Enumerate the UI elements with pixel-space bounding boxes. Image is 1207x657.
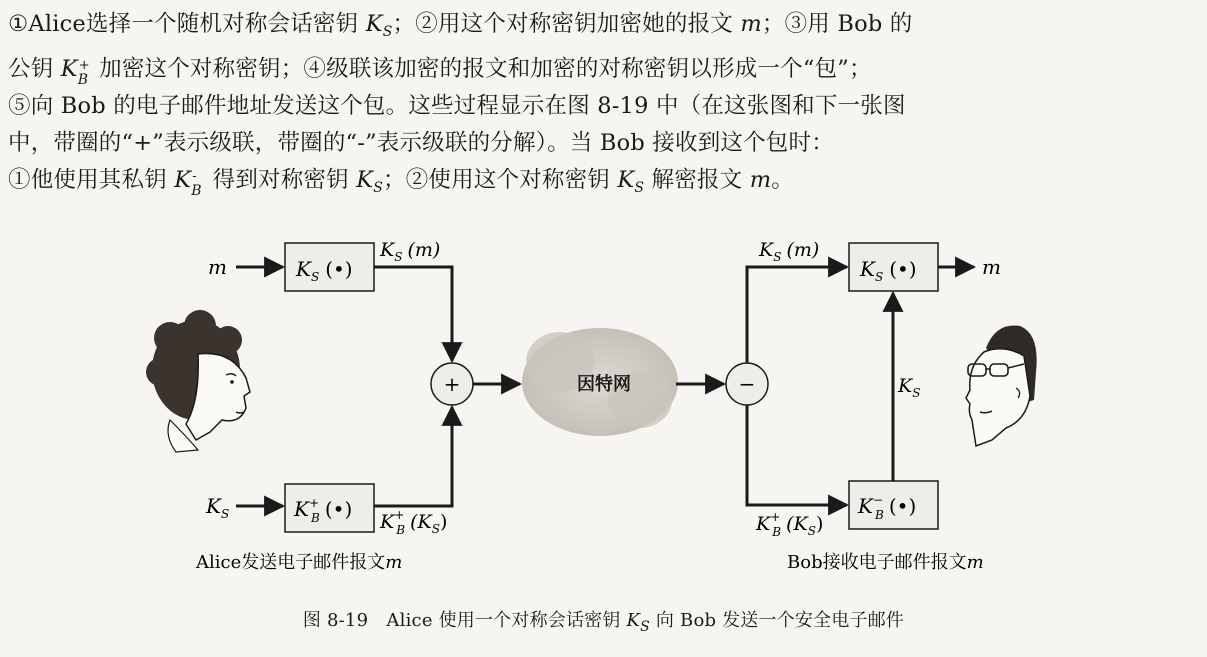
encrypt-public-label: K+ B (•) (294, 496, 353, 525)
kb-ks-label-left: K+ B $(K_S)$ (380, 508, 448, 537)
subscript: S (373, 180, 383, 196)
subscript: B (77, 72, 89, 88)
text-run: ；②用这个对称密钥加密她的报文 (392, 11, 741, 37)
text-run: 加密这个对称密钥；④级联该加密的报文和加密的对称密钥以形成一个“包”； (91, 56, 872, 82)
ks-input-label: $K_S$ (206, 494, 230, 521)
symbol-kb-public: K (60, 56, 78, 82)
alice-caption: Alice发送电子邮件报文m (196, 552, 403, 573)
subscript: B (191, 183, 202, 199)
figure-caption (0, 606, 1207, 635)
text-run: ①Alice选择一个随机对称会话密钥 (8, 11, 366, 37)
symbol-kb-private: K (174, 167, 192, 193)
symbol-ks: K (626, 610, 641, 631)
concat-symbol: + (443, 372, 461, 396)
subscript: S (382, 24, 393, 40)
text-run: 向 Bob 发送一个安全电子邮件 (649, 610, 905, 631)
text-run: ⑤向 Bob 的电子邮件地址发送这个包。这些过程显示在图 8-19 中（在这张图和下一张图 (8, 93, 906, 119)
split-symbol: − (738, 372, 756, 396)
text-run: ；③用 Bob 的 (761, 11, 913, 37)
subscript: S (640, 619, 650, 635)
symbol-ks: K (617, 167, 635, 193)
symbol-ks: K (356, 167, 374, 193)
ks-m-label-right: $K_S$ (m) (759, 239, 820, 264)
text-run: 解密报文 (644, 167, 750, 193)
internet-label: 因特网 (577, 374, 631, 395)
kb-ks-label-right: K+ B $(K_S)$ (756, 510, 824, 539)
alice-arrows (236, 267, 520, 506)
text-run: 中，带圈的“+”表示级联，带圈的“-”表示级联的分解）。当 Bob 接收到这个包时： (8, 130, 834, 156)
symbol-ks: K (365, 11, 383, 37)
text-run: 。 (771, 167, 794, 193)
alice-icon (146, 310, 250, 452)
superscript: + (78, 58, 90, 73)
text-run: 公钥 (8, 56, 61, 82)
symbol-m: m (740, 11, 762, 37)
subscript: S (634, 180, 645, 196)
text-run: 图 8-19 Alice 使用一个对称会话密钥 (302, 610, 627, 631)
text-run: ①他使用其私钥 (8, 167, 175, 193)
bob-caption: Bob接收电子邮件报文m (787, 552, 984, 573)
encrypt-symmetric-label: $K_S$ (•) (296, 257, 353, 284)
ks-label-right: $K_S$ (898, 375, 921, 400)
m-output-label: m (982, 255, 1001, 279)
superscript: - (192, 169, 197, 184)
bob-icon (966, 325, 1037, 446)
symbol-m: m (749, 167, 772, 193)
decrypt-symmetric-label: $K_S$ (•) (860, 257, 917, 284)
internet-cloud (522, 328, 678, 436)
m-input-label: m (208, 255, 227, 279)
ks-m-label-left: $K_S$ (m) (380, 239, 441, 264)
bob-arrows (676, 267, 974, 505)
text-run: 得到对称密钥 (205, 167, 357, 193)
decrypt-private-label: K− B (•) (858, 493, 917, 522)
text-run: ；②使用这个对称密钥 (383, 167, 618, 193)
